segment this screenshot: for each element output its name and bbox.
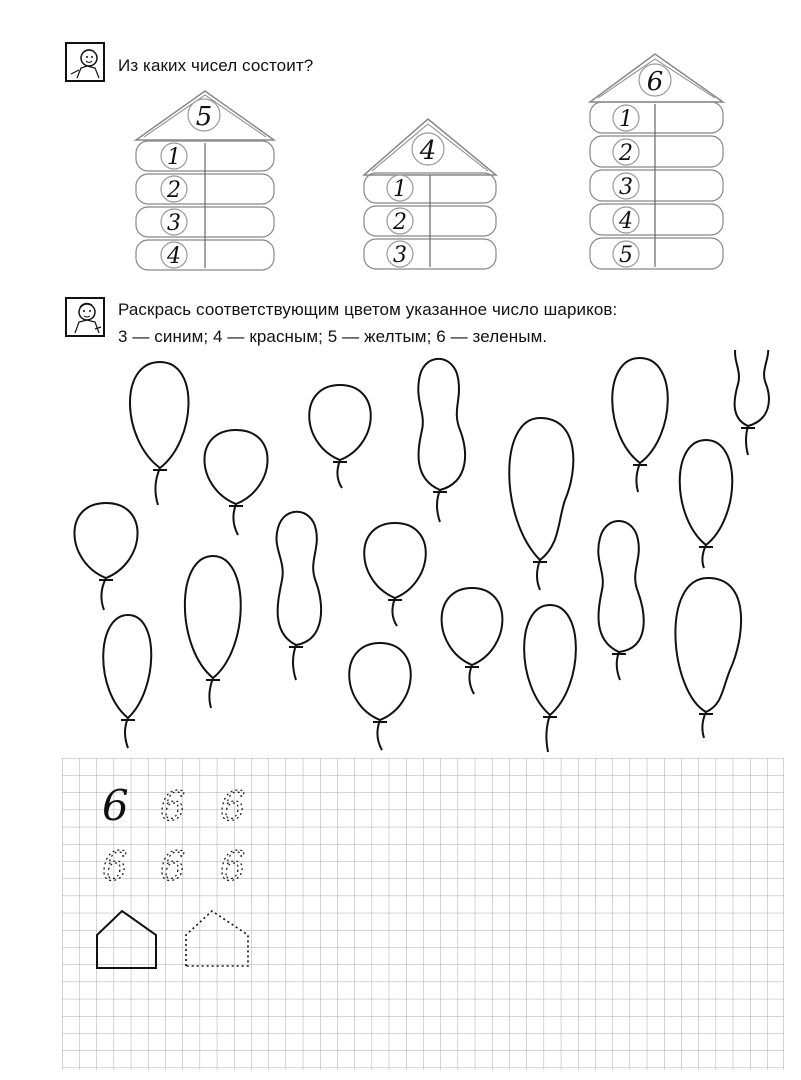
house-5: [130, 85, 280, 275]
house-top-digit: 6: [646, 67, 664, 97]
child-face-icon: [65, 297, 105, 337]
sample-digit: 6: [102, 781, 129, 830]
task2-instruction-line2: 3 — синим; 4 — красным; 5 — желтым; 6 — зеленым.: [118, 327, 548, 346]
balloon[interactable]: [418, 359, 465, 522]
balloon[interactable]: [612, 358, 668, 492]
balloon[interactable]: [442, 588, 503, 694]
house-top-digit: 4: [419, 136, 437, 166]
balloon[interactable]: [185, 556, 241, 708]
house-row-digit: 2: [167, 178, 181, 203]
balloon[interactable]: [680, 440, 733, 568]
task2-instruction-line1: Раскрась соответствующим цветом указанное число шариков:: [118, 300, 618, 319]
balloon[interactable]: [735, 350, 769, 455]
balloon[interactable]: [309, 385, 371, 488]
house-6: [585, 50, 730, 275]
balloon[interactable]: [103, 615, 151, 748]
traced-digit: 6: [102, 844, 128, 890]
traced-digit: 6: [220, 844, 246, 890]
balloon[interactable]: [349, 643, 411, 750]
balloon[interactable]: [524, 605, 576, 752]
house-row-digit: 1: [167, 145, 181, 170]
balloon[interactable]: [130, 362, 189, 505]
balloon[interactable]: [509, 418, 573, 590]
balloon[interactable]: [204, 430, 267, 535]
house-row-digit: 2: [393, 210, 407, 235]
balloon[interactable]: [675, 578, 741, 738]
house-row-digit: 1: [393, 177, 407, 202]
balloon[interactable]: [364, 523, 426, 626]
balloon[interactable]: [276, 512, 321, 680]
balloon[interactable]: [598, 521, 643, 680]
house-row-digit: 4: [167, 244, 181, 269]
traced-digit: 6: [220, 784, 246, 830]
house-top-digit: 5: [195, 102, 213, 132]
balloon[interactable]: [74, 503, 137, 610]
house-row-digit: 3: [619, 175, 633, 200]
traced-digit: 6: [160, 784, 186, 830]
house-row-digit: 3: [167, 211, 181, 236]
house-row-digit: 2: [619, 141, 633, 166]
house-4: [360, 115, 510, 275]
traced-digit: 6: [160, 844, 186, 890]
house-row-digit: 4: [619, 209, 633, 234]
child-face-icon: [65, 42, 105, 82]
copybook-grid: [62, 758, 784, 1070]
house-row-digit: 3: [393, 243, 407, 268]
task1-instruction: Из каких чисел состоит?: [118, 56, 314, 75]
house-row-digit: 5: [619, 243, 633, 268]
house-row-digit: 1: [619, 107, 633, 132]
balloons-area: [0, 350, 801, 760]
